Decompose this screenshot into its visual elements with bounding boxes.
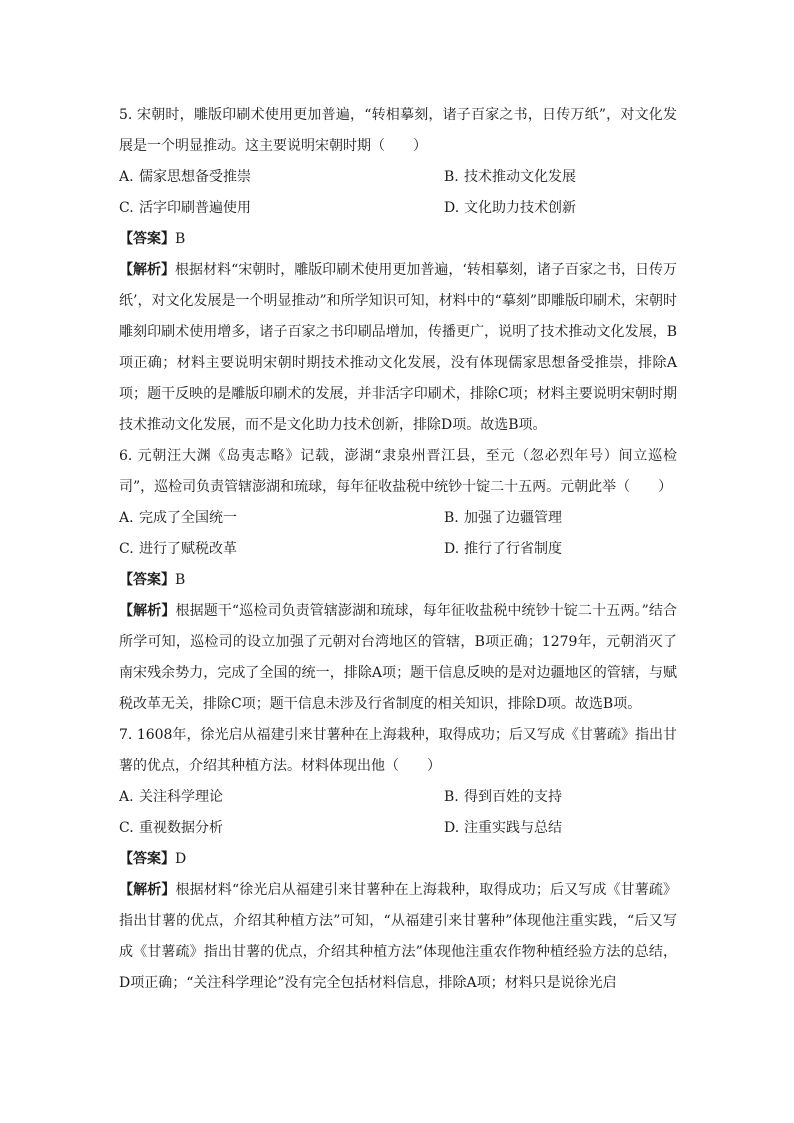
option-d (444, 813, 677, 844)
option-text: 活字印刷普遍使用 (139, 200, 251, 216)
answer-value: B (175, 231, 186, 247)
option-b (444, 162, 677, 193)
option-text: 加强了边疆管理 (464, 510, 562, 526)
option-list (119, 782, 677, 844)
question-stem: 7. 1608年，徐光启从福建引来甘薯种在上海栽种，取得成功；后又写成《甘薯疏》指出甘薯的优点，介绍其种植方法。材料体现出他（ ） (119, 727, 677, 774)
option-text: 推行了行省制度 (464, 541, 562, 557)
option-letter: C. (119, 820, 134, 836)
option-a (119, 162, 444, 193)
answer-line (119, 224, 677, 255)
option-letter: B. (444, 169, 459, 185)
answer-label: 【答案】 (119, 231, 175, 247)
option-letter: D. (444, 820, 460, 836)
option-text: 关注科学理论 (139, 789, 223, 805)
option-c (119, 534, 444, 565)
option-c (119, 813, 444, 844)
answer-label: 【答案】 (119, 851, 175, 867)
question-6 (119, 441, 677, 720)
analysis-label: 【解析】 (119, 262, 176, 278)
option-a (119, 503, 444, 534)
question-stem: 6. 元朝汪大渊《岛夷志略》记载，澎湖“隶泉州晋江县，至元（忽必烈年号）间立巡检司”，巡检司负责管辖澎湖和琉球，每年征收盐税中统钞十锭二十五两。元朝此举（ ） (119, 448, 677, 495)
question-stem: 5. 宋朝时，雕版印刷术使用更加普遍，“转相摹刻，诸子百家之书，日传万纸”，对文化发展是一个明显推动。这主要说明宋朝时期（ ） (119, 107, 677, 154)
option-letter: A. (119, 169, 134, 185)
option-letter: C. (119, 541, 134, 557)
analysis-paragraph (119, 255, 677, 441)
option-text: 重视数据分析 (139, 820, 223, 836)
option-text: 儒家思想备受推崇 (139, 169, 251, 185)
answer-value: B (175, 572, 186, 588)
option-letter: B. (444, 789, 459, 805)
answer-label: 【答案】 (119, 572, 175, 588)
option-letter: B. (444, 510, 459, 526)
option-text: 技术推动文化发展 (464, 169, 576, 185)
option-b (444, 782, 677, 813)
option-text: 进行了赋税改革 (139, 541, 237, 557)
option-letter: D. (444, 541, 460, 557)
option-a (119, 782, 444, 813)
option-list (119, 503, 677, 565)
document-page (119, 100, 677, 999)
analysis-text: 根据材料“徐光启从福建引来甘薯种在上海栽种，取得成功；后又写成《甘薯疏》指出甘薯的优点，介绍其种植方法”可知，“从福建引来甘薯种”体现他注重实践，“后又写成《甘薯疏》指出甘薯的优点，介绍其种植方法”体现他注重农作物种植经验方法的总结，D项正确；“关注科学理论”没有完全包括材料信息，排除A项；材料只是说徐光启 (119, 882, 678, 991)
question-7 (119, 720, 677, 999)
analysis-label: 【解析】 (119, 882, 176, 898)
option-text: 完成了全国统一 (139, 510, 237, 526)
option-text: 得到百姓的支持 (464, 789, 562, 805)
answer-line (119, 844, 677, 875)
option-text: 注重实践与总结 (464, 820, 562, 836)
option-text: 文化助力技术创新 (464, 200, 576, 216)
question-5 (119, 100, 677, 441)
analysis-paragraph (119, 596, 677, 720)
option-letter: D. (444, 200, 460, 216)
option-d (444, 534, 677, 565)
option-list (119, 162, 677, 224)
answer-value: D (175, 851, 187, 867)
option-letter: C. (119, 200, 134, 216)
option-c (119, 193, 444, 224)
option-letter: A. (119, 510, 134, 526)
analysis-text: 根据题干“巡检司负责管辖澎湖和琉球，每年征收盐税中统钞十锭二十五两。”结合所学可知，巡检司的设立加强了元朝对台湾地区的管辖，B项正确；1279年，元朝消灭了南宋残余势力，完成了全国的统一，排除A项；题干信息反映的是对边疆地区的管辖，与赋税改革无关，排除C项；题干信息未涉及行省制度的相关知识，排除D项。故选B项。 (119, 603, 677, 712)
option-letter: A. (119, 789, 134, 805)
analysis-paragraph (119, 875, 677, 999)
option-d (444, 193, 677, 224)
answer-line (119, 565, 677, 596)
analysis-label: 【解析】 (119, 603, 176, 619)
option-b (444, 503, 677, 534)
analysis-text: 根据材料“宋朝时，雕版印刷术使用更加普遍，‘转相摹刻，诸子百家之书，日传万纸’，对文化发展是一个明显推动”和所学知识可知，材料中的“摹刻”即雕版印刷术，宋朝时雕刻印刷术使用增多，诸子百家之书印刷品增加，传播更广，说明了技术推动文化发展，B项正确；材料主要说明宋朝时期技术推动文化发展，没有体现儒家思想备受推崇，排除A项；题干反映的是雕版印刷术的发展，并非活字印刷术，排除C项；材料主要说明宋朝时期技术推动文化发展，而不是文化助力技术创新，排除D项。故选B项。 (119, 262, 678, 433)
